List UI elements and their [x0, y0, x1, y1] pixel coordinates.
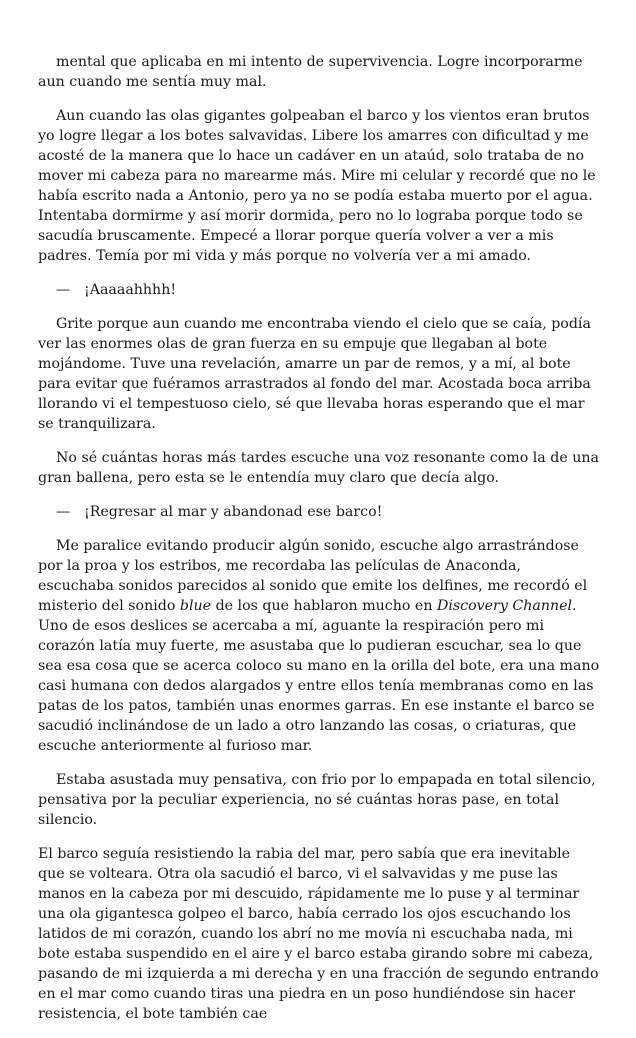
- body-paragraph: [38, 844, 600, 1024]
- dialogue-line: [56, 502, 600, 522]
- body-paragraph: [38, 770, 600, 830]
- paragraph-text: de los que hablaron mucho en: [211, 598, 437, 614]
- italic-text: blue: [179, 598, 212, 614]
- body-paragraph: [38, 536, 600, 756]
- italic-text: Discovery Channel.: [436, 598, 577, 614]
- dialogue-dash: —: [56, 504, 71, 520]
- paragraph-text: ¡Regresar al mar y abandonad ese barco!: [84, 504, 383, 520]
- paragraph-text: Uno de esos deslices se acercaba a mí, aguante la respiración pero mi corazón latía muy fuerte, me asustaba que lo pudieran escuchar, sea lo que sea esa cosa que se acerca coloco su mano en la orilla del bote, era una mano casi humana con dedos alargados y entre ellos tenía membranas como en las patas de los patos, también unas enormes garras. En ese instante el barco se sacudió inclinándose de un lado a otro lanzando las cosas, o criaturas, que escuche anteriormente al furioso mar.: [38, 618, 600, 754]
- body-paragraph: [38, 314, 600, 434]
- paragraph-text: Aun cuando las olas gigantes golpeaban el barco y los vientos eran brutos yo logre llegar a los botes salvavidas. Libere los amarres con dificultad y me acosté de la manera que lo hace un cadáver en un ataúd, solo trataba de no mover mi cabeza para no marearme más. Mire mi celular y recordé que no le había escrito nada a Antonio, pero ya no se podía estaba muerto por el agua. Intentaba dormirme y así morir dormida, pero no lo lograba porque todo se sacudía bruscamente. Empecé a llorar porque quería volver a ver a mis padres. Temía por mi vida y más porque no volvería ver a mi amado.: [38, 108, 596, 264]
- dialogue-line: [56, 280, 600, 300]
- dialogue-dash: —: [56, 282, 71, 298]
- paragraph-text: Grite porque aun cuando me encontraba viendo el cielo que se caía, podía ver las enormes olas de gran fuerza en su empuje que llegaban al bote mojándome. Tuve una revelación, amarre un par de remos, y a mí, al bote para evitar que fuéramos arrastrados al fondo del mar. Acostada boca arriba llorando vi el tempestuoso cielo, sé que llevaba horas esperando que el mar se tranquilizara.: [38, 316, 591, 432]
- paragraph-text: Estaba asustada muy pensativa, con frio por lo empapada en total silencio, pensativa por la peculiar experiencia, no sé cuántas horas pase, en total silencio.: [38, 772, 596, 828]
- paragraph-text: No sé cuántas horas más tardes escuche una voz resonante como la de una gran ballena, pero esta se le entendía muy claro que decía algo.: [38, 450, 599, 486]
- paragraph-text: mental que aplicaba en mi intento de supervivencia. Logre incorporarme aun cuando me sentía muy mal.: [38, 54, 583, 90]
- document-page: [38, 52, 600, 1038]
- body-paragraph: [38, 52, 600, 92]
- paragraph-text: Me paralice evitando producir algún sonido, escuche algo arrastrándose por la proa y los estribos, me recordaba las películas de Anaconda, escuchaba sonidos parecidos al sonido que emite los delfines, me recordó el misterio del sonido: [38, 538, 588, 614]
- body-paragraph: [38, 448, 600, 488]
- body-paragraph: [38, 106, 600, 266]
- paragraph-text: El barco seguía resistiendo la rabia del mar, pero sabía que era inevitable que se volteara. Otra ola sacudió el barco, vi el salvavidas y me puse las manos en la cabeza por mi descuido, rápidamente me lo puse y al terminar una ola gigantesca golpeo el barco, había cerrado los ojos escuchando los latidos de mi corazón, cuando los abrí no me movía ni escuchaba nada, mi bote estaba suspendido en el aire y el barco estaba girando sobre mi cabeza, pasando de mi izquierda a mi derecha y en una fracción de segundo entrando en el mar como cuando tiras una piedra en un poso hundiéndose sin hacer resistencia, el bote también cae: [38, 846, 599, 1022]
- paragraph-text: ¡Aaaaahhhh!: [84, 282, 177, 298]
